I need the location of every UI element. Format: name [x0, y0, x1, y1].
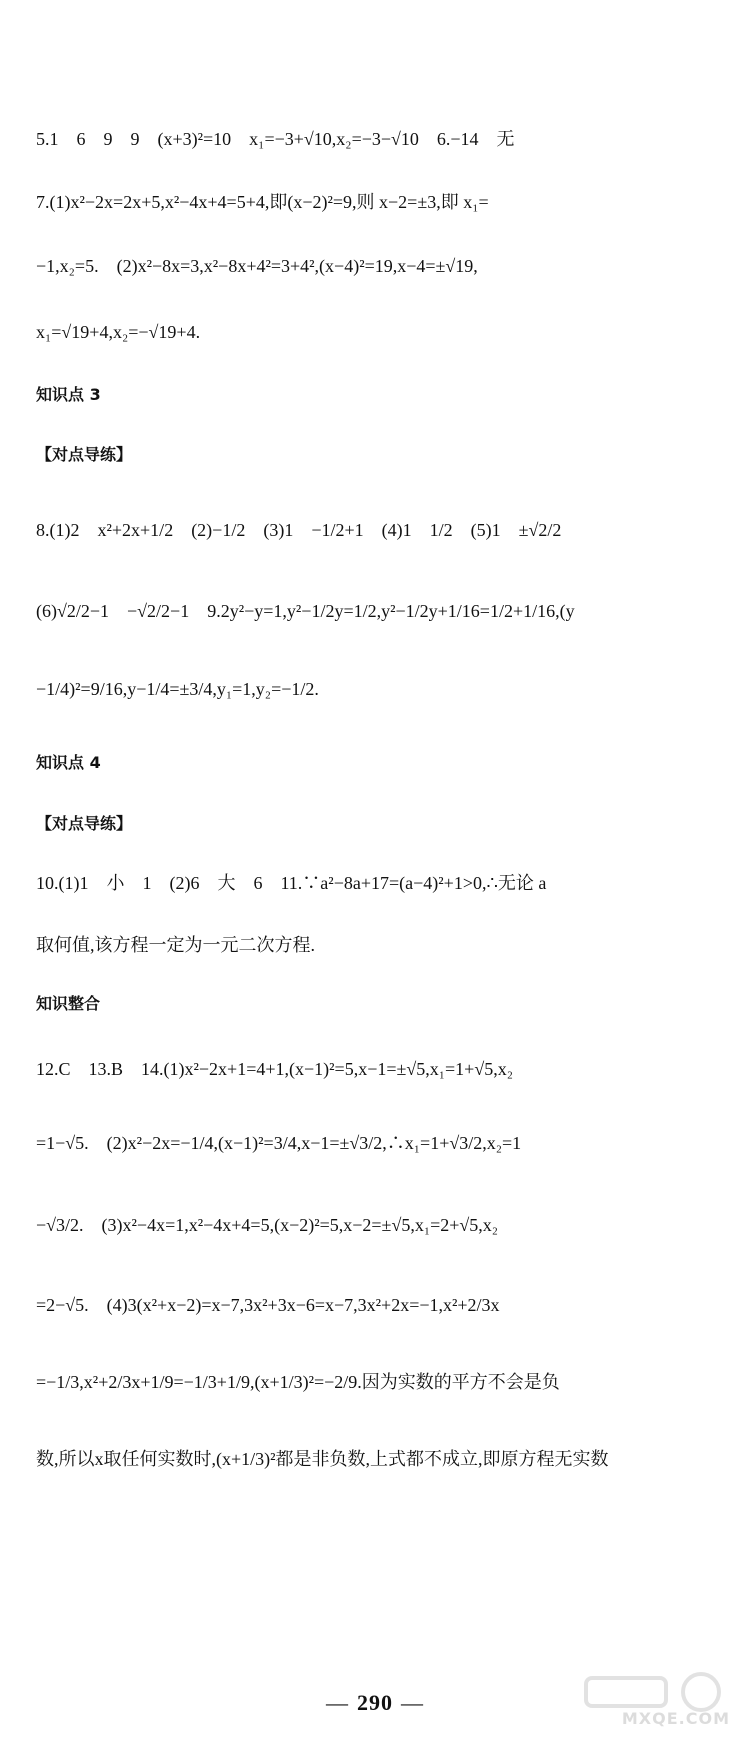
answer-line-7b: −1,x₂=5. (2)x²−8x=3,x²−8x+4²=3+4²,(x−4)²=19,x−4=±√19,	[36, 256, 478, 276]
answer-line-14b: =1−√5. (2)x²−2x=−1/4,(x−1)²=3/4,x−1=±√3/2,∴x₁=1+√3/2,x₂=1	[36, 1133, 522, 1153]
section-heading-drill-2: 【对点导练】	[36, 814, 133, 833]
answer-line-7c: x₁=√19+4,x₂=−√19+4.	[36, 322, 201, 342]
answer-line-8: 8.(1)2 x²+2x+1/2 (2)−1/2 (3)1 −1/2+1 (4)1 1/2 (5)1 ±√2/2	[36, 520, 562, 540]
watermark-text: MXQE.COM	[621, 1709, 730, 1728]
section-heading-kp3: 知识点 3	[36, 385, 101, 404]
section-heading-drill-1: 【对点导练】	[36, 445, 133, 464]
answer-line-10-11a: 10.(1)1 小 1 (2)6 大 6 11.∵a²−8a+17=(a−4)²+1>0,∴无论 a	[36, 873, 547, 893]
answer-line-14c: −√3/2. (3)x²−4x=1,x²−4x+4=5,(x−2)²=5,x−2=±√5,x₁=2+√5,x₂	[36, 1215, 499, 1235]
answer-line-14f: 数,所以x取任何实数时,(x+1/3)²都是非负数,上式都不成立,即原方程无实数	[36, 1449, 609, 1469]
answer-line-14d: =2−√5. (4)3(x²+x−2)=x−7,3x²+3x−6=x−7,3x²+2x=−1,x²+2/3x	[36, 1295, 500, 1315]
page-number: — 290 —	[326, 1690, 424, 1715]
answer-line-7a: 7.(1)x²−2x=2x+5,x²−4x+4=5+4,即(x−2)²=9,则 x−2=±3,即 x₁=	[36, 192, 489, 212]
answer-line-11b: 取何值,该方程一定为一元二次方程.	[36, 935, 315, 955]
answer-line-9a: (6)√2/2−1 −√2/2−1 9.2y²−y=1,y²−1/2y=1/2,y²−1/2y+1/16=1/2+1/16,(y	[36, 601, 575, 621]
answer-line-9b: −1/4)²=9/16,y−1/4=±3/4,y₁=1,y₂=−1/2.	[36, 679, 319, 699]
answer-line-12-14a: 12.C 13.B 14.(1)x²−2x+1=4+1,(x−1)²=5,x−1=±√5,x₁=1+√5,x₂	[36, 1059, 513, 1079]
answer-line-14e: =−1/3,x²+2/3x+1/9=−1/3+1/9,(x+1/3)²=−2/9.因为实数的平方不会是负	[36, 1372, 560, 1392]
section-heading-kp4: 知识点 4	[36, 753, 101, 772]
section-heading-summary: 知识整合	[36, 994, 101, 1013]
page-number-value: 290	[357, 1690, 393, 1715]
answer-line-5-6: 5.1 6 9 9 (x+3)²=10 x₁=−3+√10,x₂=−3−√10 6.−14 无	[36, 129, 515, 149]
